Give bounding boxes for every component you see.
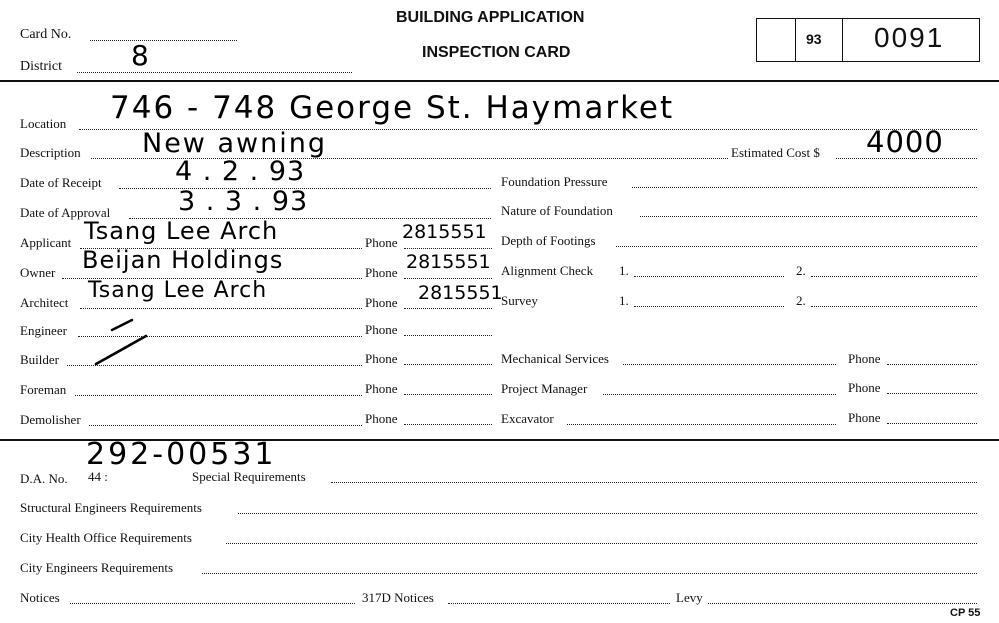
owner-phone-label: Phone — [365, 265, 398, 280]
notices-label: Notices — [20, 590, 60, 605]
description-value: New awning — [142, 128, 327, 159]
district-line — [77, 72, 352, 73]
card-title-line1: BUILDING APPLICATION — [396, 9, 585, 26]
header-rule — [0, 80, 999, 82]
project-manager-label: Project Manager — [501, 381, 588, 396]
applicant-phone: 2815551 — [402, 221, 487, 243]
survey-line1 — [634, 306, 784, 307]
nature-foundation-line — [640, 216, 977, 217]
card-number: 0091 — [874, 22, 945, 53]
mechanical-label: Mechanical Services — [501, 351, 609, 366]
architect-phone-line — [404, 308, 492, 309]
excavator-line — [567, 424, 836, 425]
form-code: CP 55 — [950, 607, 981, 619]
owner-value: Beijan Holdings — [82, 246, 284, 274]
excavator-phone-line — [887, 423, 977, 424]
foundation-pressure-label: Foundation Pressure — [501, 174, 608, 189]
depth-footings-label: Depth of Footings — [501, 233, 596, 248]
alignment-num1: 1. — [619, 263, 629, 278]
demolisher-line — [89, 425, 362, 426]
engineer-line — [78, 336, 362, 337]
engineer-phone-label: Phone — [365, 322, 398, 337]
depth-footings-line — [616, 246, 977, 247]
demolisher-phone-line — [404, 424, 492, 425]
foreman-phone-line — [404, 394, 492, 395]
owner-phone-line — [404, 278, 492, 279]
architect-label: Architect — [20, 295, 69, 310]
nature-foundation-label: Nature of Foundation — [501, 203, 613, 218]
survey-label: Survey — [501, 293, 538, 308]
engineer-phone-line — [404, 335, 492, 336]
da-number-value: 292-00531 — [86, 437, 277, 472]
year-code: 93 — [806, 31, 822, 47]
date-receipt-label: Date of Receipt — [20, 175, 102, 190]
alignment-line1 — [634, 276, 784, 277]
project-manager-phone-label: Phone — [848, 380, 881, 395]
estimated-cost-value: 4000 — [866, 125, 944, 159]
notices-317d-line — [448, 603, 670, 604]
structural-label: Structural Engineers Requirements — [20, 500, 202, 515]
card-title-line2: INSPECTION CARD — [422, 44, 571, 61]
estimated-cost-label: Estimated Cost $ — [731, 145, 820, 160]
alignment-check-label: Alignment Check — [501, 263, 594, 278]
excavator-phone-label: Phone — [848, 410, 881, 425]
special-requirements-line — [331, 482, 977, 483]
structural-line — [238, 513, 977, 514]
architect-value: Tsang Lee Arch — [88, 278, 268, 303]
card-number-box — [756, 18, 980, 62]
engineers-label: City Engineers Requirements — [20, 560, 174, 575]
levy-label: Levy — [676, 590, 703, 605]
mechanical-phone-label: Phone — [848, 351, 881, 366]
builder-label: Builder — [20, 352, 59, 367]
notices-line — [70, 603, 355, 604]
excavator-label: Excavator — [501, 411, 554, 426]
survey-num2: 2. — [796, 293, 806, 308]
demolisher-label: Demolisher — [20, 412, 81, 427]
foreman-line — [75, 395, 362, 396]
applicant-label: Applicant — [20, 235, 72, 250]
mechanical-phone-line — [887, 364, 977, 365]
date-approval-label: Date of Approval — [20, 205, 111, 220]
date-approval-value: 3 . 3 . 93 — [178, 186, 309, 217]
project-manager-line — [603, 394, 836, 395]
builder-phone-label: Phone — [365, 351, 398, 366]
health-label: City Health Office Requirements — [20, 530, 192, 545]
survey-line2 — [811, 306, 977, 307]
card-no-label: Card No. — [20, 27, 72, 42]
foundation-pressure-line — [632, 187, 977, 188]
notices-317d-label: 317D Notices — [362, 590, 434, 605]
owner-phone: 2815551 — [406, 251, 491, 273]
architect-phone: 2815551 — [418, 282, 503, 304]
engineer-label: Engineer — [20, 323, 67, 338]
foreman-label: Foreman — [20, 382, 67, 397]
district-value: 8 — [131, 39, 150, 72]
levy-line — [708, 603, 977, 604]
date-receipt-value: 4 . 2 . 93 — [175, 156, 306, 187]
applicant-value: Tsang Lee Arch — [84, 217, 279, 245]
owner-label: Owner — [20, 265, 56, 280]
architect-line — [80, 308, 362, 309]
survey-num1: 1. — [619, 293, 629, 308]
architect-phone-label: Phone — [365, 295, 398, 310]
location-label: Location — [20, 116, 67, 131]
foreman-phone-label: Phone — [365, 381, 398, 396]
nil-entry-strokes — [88, 312, 168, 372]
health-line — [226, 543, 977, 544]
location-value: 746 - 748 George St. Haymarket — [110, 90, 675, 126]
applicant-phone-label: Phone — [365, 235, 398, 250]
da-label: D.A. No. — [20, 471, 68, 486]
demolisher-phone-label: Phone — [365, 411, 398, 426]
da-prefix: 44 : — [88, 469, 108, 484]
card-no-line — [90, 40, 237, 41]
alignment-num2: 2. — [796, 263, 806, 278]
mechanical-line — [623, 364, 836, 365]
alignment-line2 — [811, 276, 977, 277]
special-requirements-label: Special Requirements — [192, 469, 306, 484]
project-manager-phone-line — [887, 393, 977, 394]
builder-line — [67, 365, 362, 366]
builder-phone-line — [404, 364, 492, 365]
district-label: District — [20, 59, 62, 74]
description-label: Description — [20, 145, 81, 160]
engineers-line — [202, 573, 977, 574]
applicant-phone-line — [404, 248, 492, 249]
